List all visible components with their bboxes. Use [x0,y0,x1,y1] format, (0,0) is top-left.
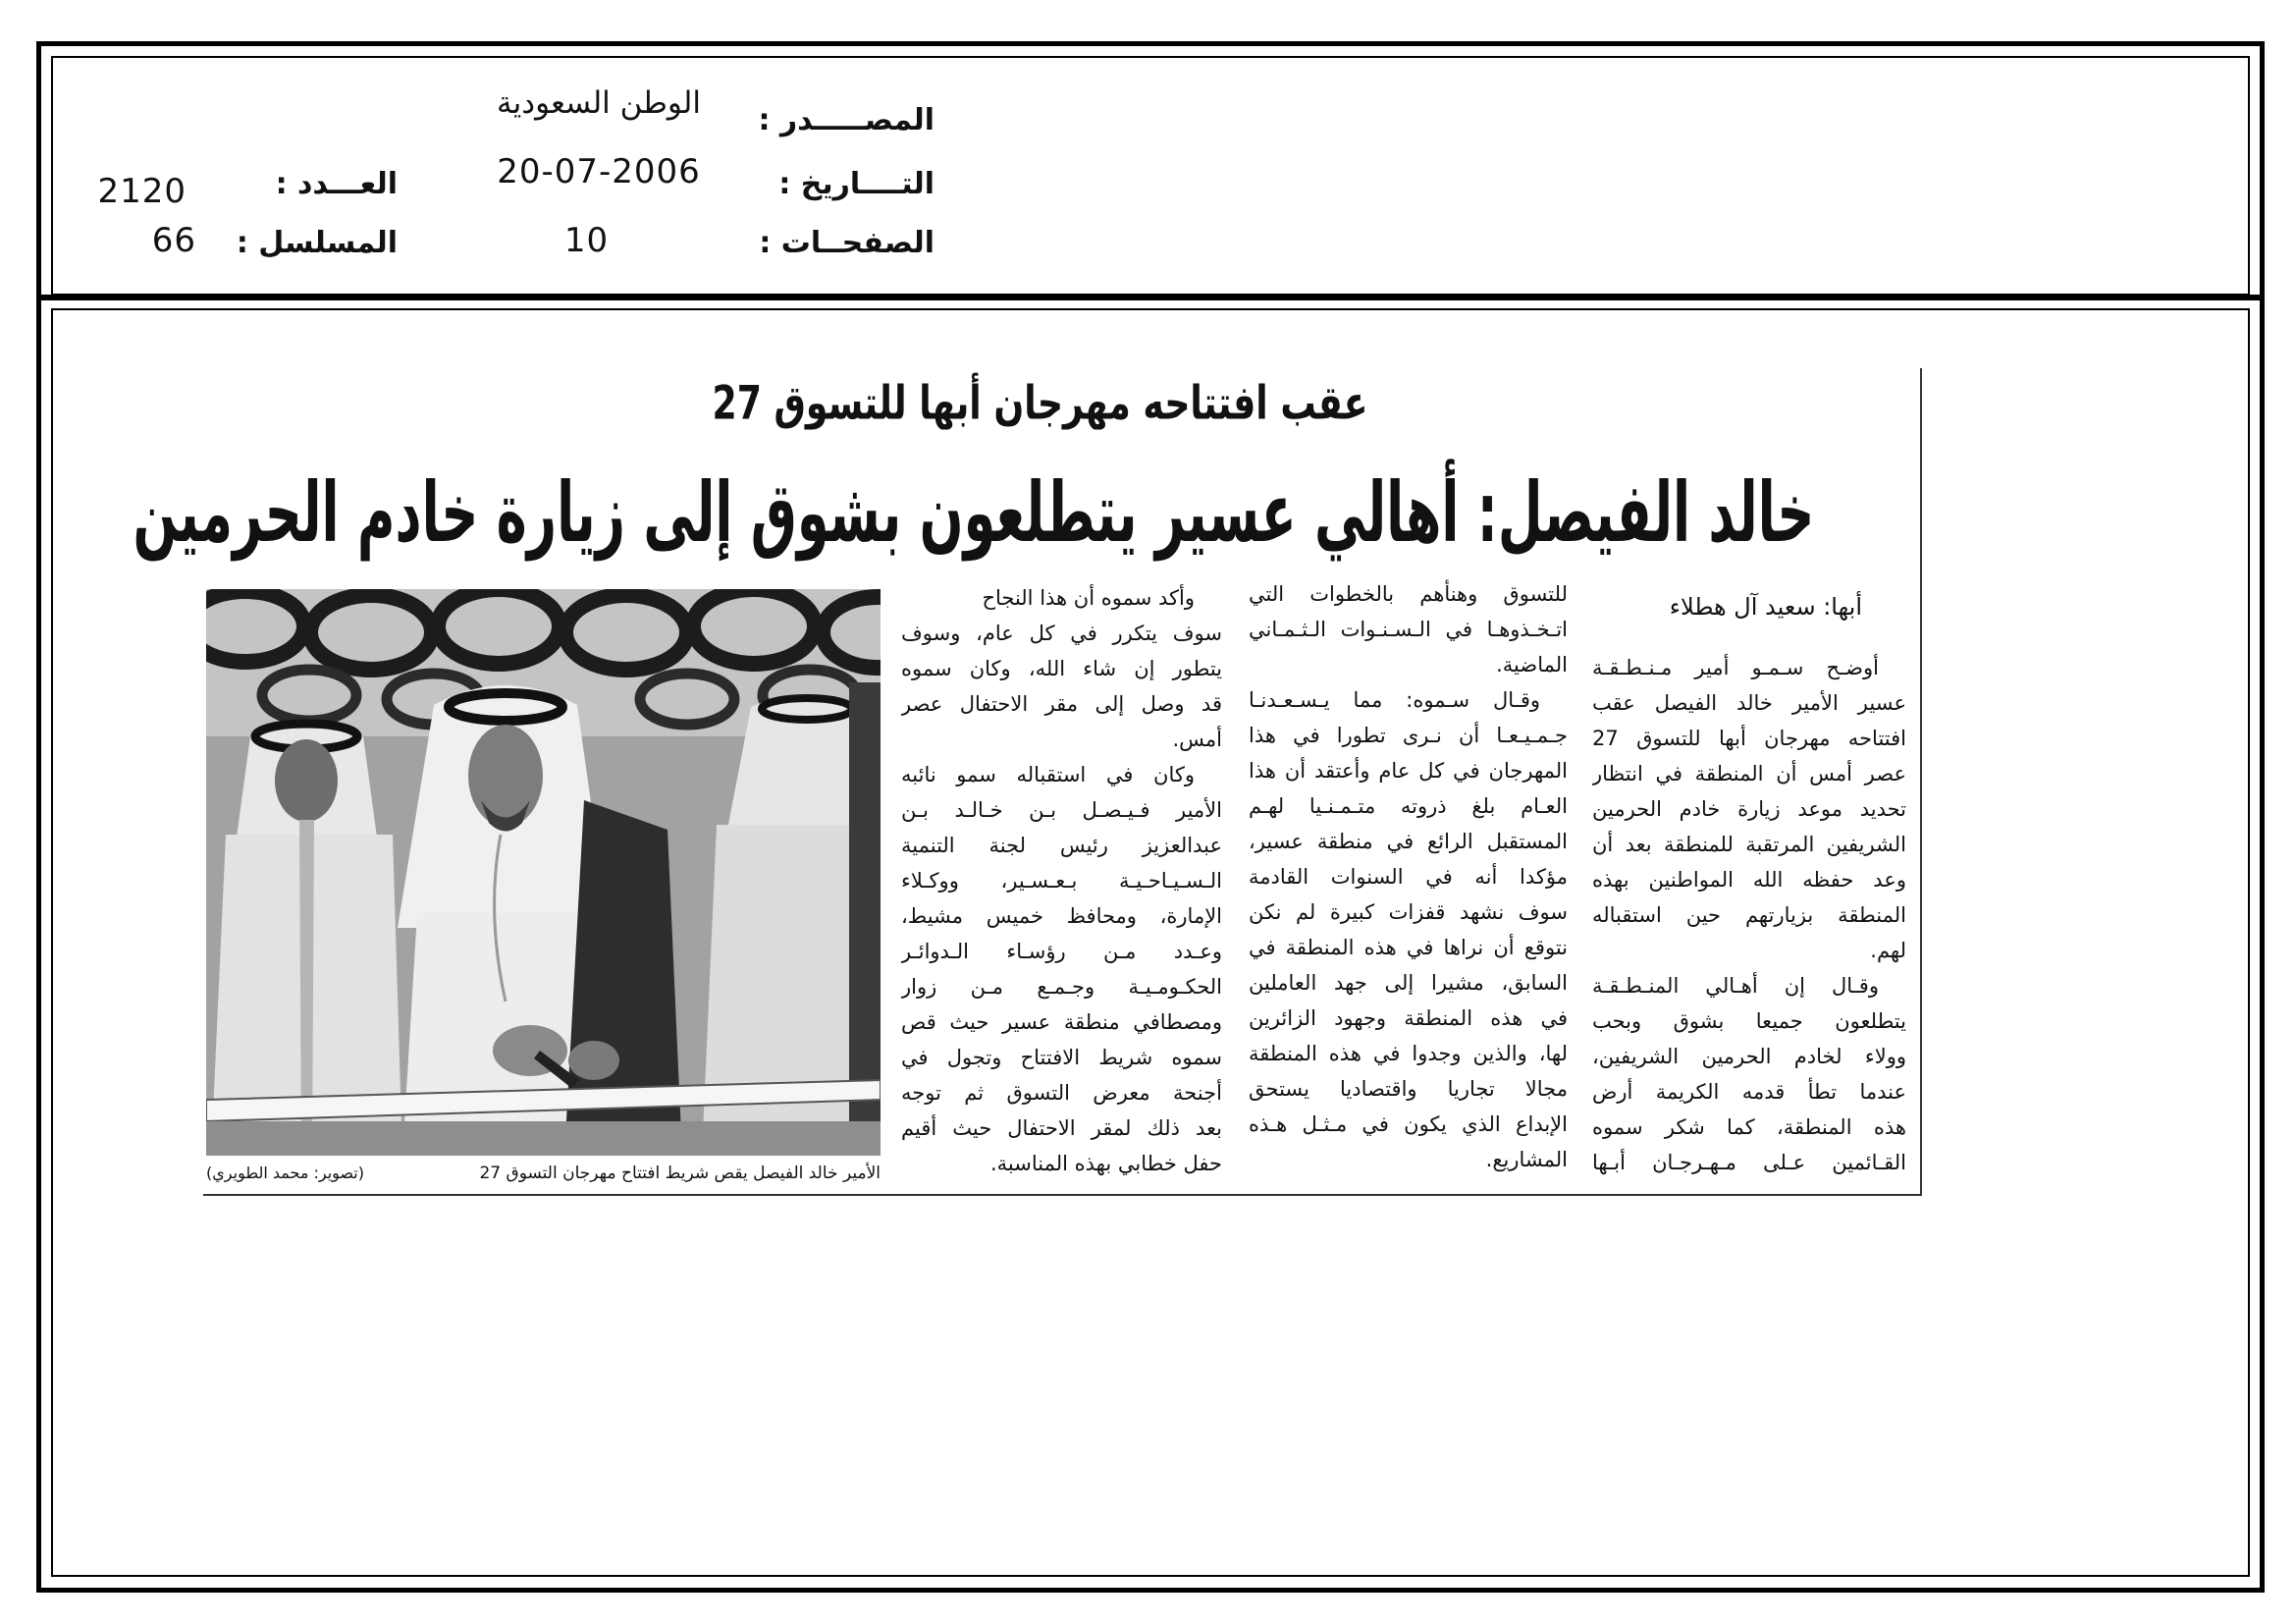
article-text-line: العـام بلغ ذروته متـمـنـيا لهـم [1249,794,1568,818]
article-text-line: سوف يتكرر في كل عام، وسوف [901,622,1222,645]
pages-label: الصفحــات : [759,226,934,260]
article-text-line: لهم. [1870,939,1906,962]
article-text-line: عصر أمس أن المنطقة في انتظار [1592,762,1906,785]
date-value: 20-07-2006 [497,152,701,191]
article-kicker [712,375,1384,430]
article-column-1 [1592,650,1906,1180]
header-divider [36,295,2265,300]
article-text-line: جـمـيـعـا أن نـرى تطورا في هذا [1249,724,1568,747]
article-text-line: أجنحة معرض التسوق ثم توجه [901,1081,1222,1105]
article-column-rule [1920,368,1922,1196]
article-text-line: قد وصل إلى مقر الاحتفال عصر [901,692,1222,716]
article-text-line: الـسـيـاحـيـة بـعـسـير، ووكـلاء [901,869,1222,893]
article-text-line: الحكـومـيـة وجـمـع مـن زوار [901,975,1222,999]
article-text-line: وعد حفظه الله المواطنين بهذه [1592,868,1906,892]
article-text-line: وولاء لخادم الحرمين الشريفين، [1592,1045,1906,1068]
article-text-line: تحديد موعد زيارة خادم الحرمين [1592,797,1906,821]
pages-value: 10 [563,221,610,260]
article-text-line: يتطلعون جميعا بشوق وبحب [1592,1009,1906,1033]
article-text-line: المنطقة بزيارتهم حين استقباله [1592,903,1906,927]
article-text-line: نتوقع أن نراها في هذه المنطقة في [1249,936,1568,959]
photo-caption: الأمير خالد الفيصل يقص شريط افتتاح مهرجان التسوق 27 [479,1164,881,1183]
article-text-line: ومصطافي منطقة عسير حيث قص [901,1010,1222,1034]
article-text-line: وقـال إن أهـالي المنـطـقـة [1592,974,1879,998]
article-text-line: الإمارة، ومحافظ خميس مشيط، [901,904,1222,928]
source-label: المصـــــدر : [758,103,934,137]
article-text-line: وأكد سموه أن هذا النجاح [982,586,1195,610]
article-text-line: المهرجان في كل عام وأعتقد أن هذا [1249,759,1568,783]
article-text-line: الشريفين المرتقبة للمنطقة بعد أن [1592,833,1906,856]
photo-credit: (تصوير: محمد الطويري) [206,1164,364,1182]
article-headline [133,463,1899,562]
article-photo-image [206,589,881,1156]
article-column-2 [1249,576,1568,1177]
article-photo [206,589,881,1156]
article-text-line: الأمير فـيـصـل بـن خـالـد بـن [901,798,1222,822]
article-text-line: السابق، مشيرا إلى جهد العاملين [1249,971,1568,995]
issue-value: 2120 [97,172,187,211]
source-value: الوطن السعودية [497,85,701,121]
article-text-line: يتطور إن شاء الله، وكان سموه [901,657,1222,680]
article-kicker-text: عقب افتتاحه مهرجان أبها للتسوق 27 [712,375,1368,430]
article-text-line: سوف نشهد قفزات كبيرة لم نكن [1249,900,1568,924]
article-text-line: مجالا تجاريا واقتصاديا يستحق [1249,1077,1568,1101]
article-text-line: عبدالعزيز رئيس لجنة التنمية [901,834,1222,857]
date-label: التــــاريخ : [778,167,934,201]
article-text-line: افتتاحه مهرجان أبها للتسوق 27 [1592,727,1906,750]
article-headline-text: خالد الفيصل: أهالي عسير يتطلعون بشوق إلى زيارة خادم الحرمين [133,463,1815,562]
article-text-line: القـائمين عـلى مـهـرجـان أبـها [1592,1151,1906,1174]
article-text-line: الماضية. [1496,653,1568,677]
article-text-line: الإبداع الذي يكون في مـثـل هـذه [1249,1112,1568,1136]
article-text-line: وعـدد مـن رؤسـاء الـدوائـر [901,940,1222,963]
article-text-line: وكان في استقباله سمو نائبه [901,763,1195,786]
article-text-line: أمس. [1172,728,1222,751]
article-text-line: عسير الأمير خالد الفيصل عقب [1592,691,1906,715]
serial-label: المسلسل : [236,226,398,260]
article-column-3 [901,580,1222,1181]
article-text-line: مؤكدا أنه في السنوات القادمة [1249,865,1568,889]
article-text-line: بعد ذلك لمقر الاحتفال حيث أقيم [901,1116,1222,1140]
article-text-line: هذه المنطقة، كما شكر سموه [1592,1115,1906,1139]
article-text-line: لها، والذين وجدوا في هذه المنطقة [1249,1042,1568,1065]
article-byline: أبها: سعيد آل هطلاء [1669,593,1862,621]
article-text-line: أوضـح سـمـو أمير مـنـطـقـة [1592,656,1879,679]
article-text-line: للتسوق وهنأهم بالخطوات التي [1249,582,1568,606]
issue-label: العـــدد : [275,167,398,201]
article-text-line: المشاريع. [1485,1148,1568,1171]
article-text-line: حفل خطابي بهذه المناسبة. [989,1152,1222,1175]
article-text-line: وقـال سـموه: مما يـسـعـدنـا [1249,688,1540,712]
article-text-line: المستقبل الرائع في منطقة عسير، [1249,830,1568,853]
article-text-line: اتـخـذوهـا في الـسـنـوات الـثـمـاني [1249,618,1568,641]
article-text-line: عندما تطأ قدمه الكريمة أرض [1592,1080,1906,1104]
article-bottom-rule [203,1194,1922,1196]
article-text-line: سموه شريط الافتتاح وتجول في [901,1046,1222,1069]
article-text-line: في هذه المنطقة وجهود الزائرين [1249,1006,1568,1030]
serial-value: 66 [151,221,196,260]
